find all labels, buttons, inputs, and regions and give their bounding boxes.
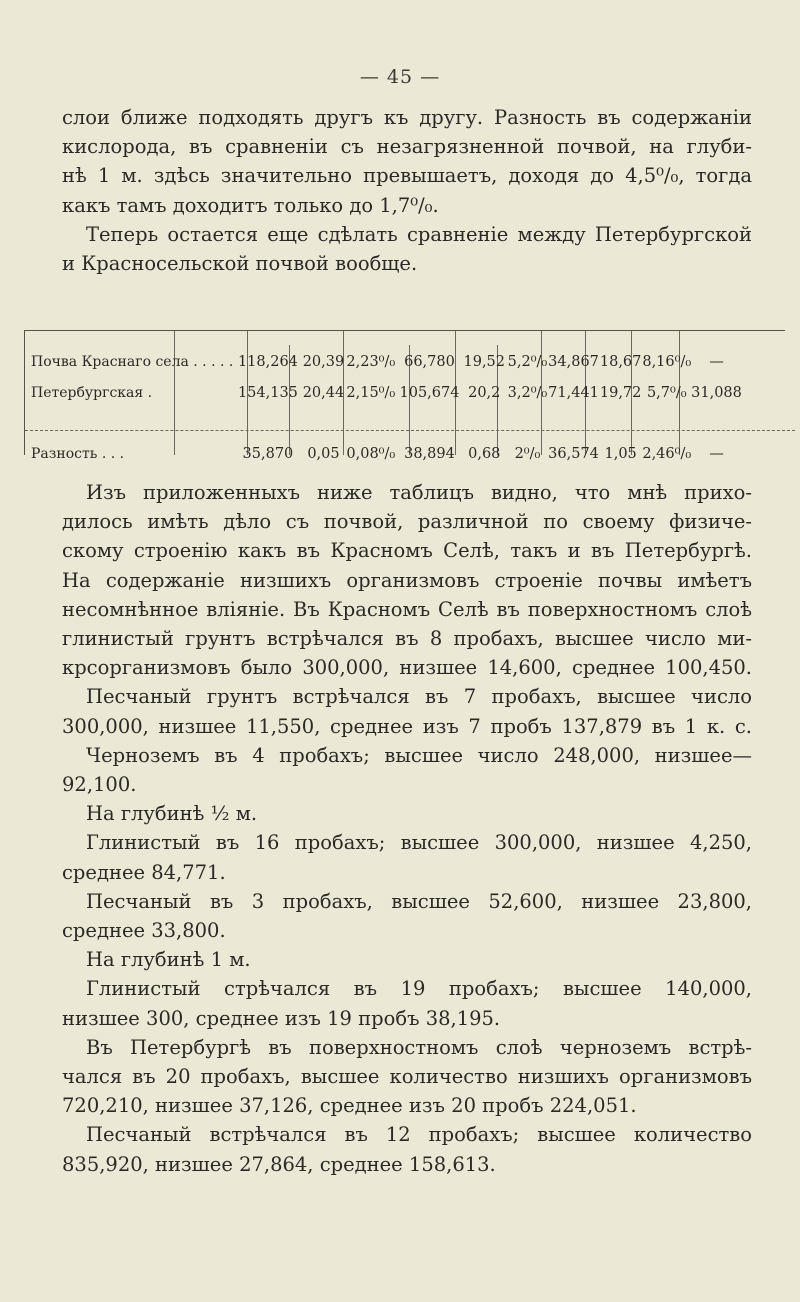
text-line: На глубинѣ ½ м.: [86, 802, 258, 826]
table-cell: 3,2⁰/₀: [507, 385, 548, 401]
row-label: Петербургская .: [31, 385, 153, 401]
soil-table: [25, 331, 785, 479]
table-cell: 0,08⁰/₀: [346, 446, 396, 462]
text-line: среднее 33,800.: [62, 919, 226, 943]
table-cell: 20,2: [468, 385, 501, 401]
table-cell: 66,780: [404, 354, 455, 370]
text-line: кислорода, въ сравненіи съ незагрязненной почвой, на глуби-: [62, 135, 752, 159]
text-line: и Красносельской почвой вообще.: [62, 252, 418, 276]
text-line: какъ тамъ доходитъ только до 1,7⁰/₀.: [62, 193, 439, 217]
text-line: Изъ приложенныхъ ниже таблицъ видно, что мнѣ прихо-: [86, 481, 752, 504]
table-cell: 19,72: [599, 385, 642, 401]
table-cell: 105,674: [399, 385, 460, 401]
table-row: [25, 331, 785, 379]
table-cell: 38,894: [404, 446, 455, 462]
table-cell: 2,23⁰/₀: [346, 354, 396, 370]
text-line: чался въ 20 пробахъ, высшее количество низшихъ организмовъ: [62, 1065, 752, 1089]
table-cell: 2,15⁰/₀: [346, 385, 396, 401]
text-line: 720,210, низшее 37,126, среднее изъ 20 пробъ 224,051.: [62, 1094, 637, 1118]
text-line: несомнѣнное вліяніе. Въ Красномъ Селѣ въ поверхностномъ слоѣ: [62, 597, 752, 621]
table-cell: —: [709, 446, 724, 462]
table-cell: 5,7⁰/₀: [646, 385, 687, 401]
row-label: Разность . . .: [31, 446, 125, 462]
table-cell: 31,088: [691, 385, 742, 401]
table-cell: 5,2⁰/₀: [507, 354, 548, 370]
table-cell: 18,67: [599, 354, 642, 370]
text-line: Песчаный встрѣчался въ 12 пробахъ; высшее количество: [86, 1123, 752, 1147]
table-cell: 19,52: [463, 354, 506, 370]
text-line: 300,000, низшее 11,550, среднее изъ 7 пробъ 137,879 въ 1 к. с.: [62, 714, 752, 738]
table-cell: 2,46⁰/₀: [642, 446, 692, 462]
table-cell: 8,16⁰/₀: [642, 354, 692, 370]
text-line: скому строенію какъ въ Красномъ Селѣ, такъ и въ Петербургѣ.: [62, 539, 752, 563]
paragraph-bottom: [62, 478, 752, 1179]
text-line: На содержаніе низшихъ организмовъ строеніе почвы имѣетъ: [62, 568, 752, 592]
text-line: дилось имѣть дѣло съ почвой, различной по своему физиче-: [62, 510, 752, 534]
table-cell: 35,870: [242, 446, 294, 462]
table-cell: 20,39: [302, 354, 345, 370]
text-line: Черноземъ въ 4 пробахъ; высшее число 248,000, низшее—: [86, 743, 752, 767]
table-cell: 1,05: [604, 446, 637, 462]
table-cell: 36,574: [548, 446, 599, 462]
text-line: глинистый грунтъ встрѣчался въ 8 пробахъ, высшее число ми-: [62, 627, 752, 651]
table-cell: 0,68: [468, 446, 501, 462]
text-line: нѣ 1 м. здѣсь значительно превышаетъ, доходя до 4,5⁰/₀, тогда: [62, 164, 752, 188]
text-line: крсорганизмовъ было 300,000, низшее 14,600, среднее 100,450.: [62, 656, 752, 680]
table-cell: 34,867: [548, 354, 599, 370]
table-cell: —: [709, 354, 724, 370]
table-cell: 71,441: [548, 385, 599, 401]
text-line: Песчаный грунтъ встрѣчался въ 7 пробахъ, высшее число: [86, 685, 752, 709]
text-line: слои ближе подходять другъ къ другу. Разность въ содержаніи: [62, 106, 752, 129]
text-line: Глинистый въ 16 пробахъ; высшее 300,000, низшее 4,250,: [86, 831, 752, 855]
text-line: Теперь остается еще сдѣлать сравненіе между Петербургской: [86, 222, 752, 246]
paragraph-top: [62, 103, 752, 278]
text-line: Песчаный въ 3 пробахъ, высшее 52,600, низшее 23,800,: [86, 889, 752, 913]
table-cell: 0,05: [307, 446, 340, 462]
text-line: На глубинѣ 1 м.: [86, 948, 251, 972]
text-line: Въ Петербургѣ въ поверхностномъ слоѣ черноземъ встрѣ-: [86, 1035, 752, 1059]
table-cell: 20,44: [302, 385, 345, 401]
text-line: 835,920, низшее 27,864, среднее 158,613.: [62, 1152, 496, 1176]
table-row: [25, 407, 785, 479]
page-number: — 45 —: [359, 66, 441, 88]
comparison-table: [24, 330, 785, 462]
text-line: 92,100.: [62, 773, 137, 797]
table-cell: 2⁰/₀: [514, 446, 541, 462]
row-label: Почва Краснаго села . . . . .: [31, 354, 234, 370]
text-line: среднее 84,771.: [62, 860, 226, 884]
table-cell: 118,264: [237, 354, 298, 370]
table-row: [25, 379, 785, 407]
text-line: Глинистый стрѣчался въ 19 пробахъ; высшее 140,000,: [86, 977, 752, 1001]
text-line: низшее 300, среднее изъ 19 пробъ 38,195.: [62, 1006, 501, 1030]
table-cell: 154,135: [237, 385, 298, 401]
